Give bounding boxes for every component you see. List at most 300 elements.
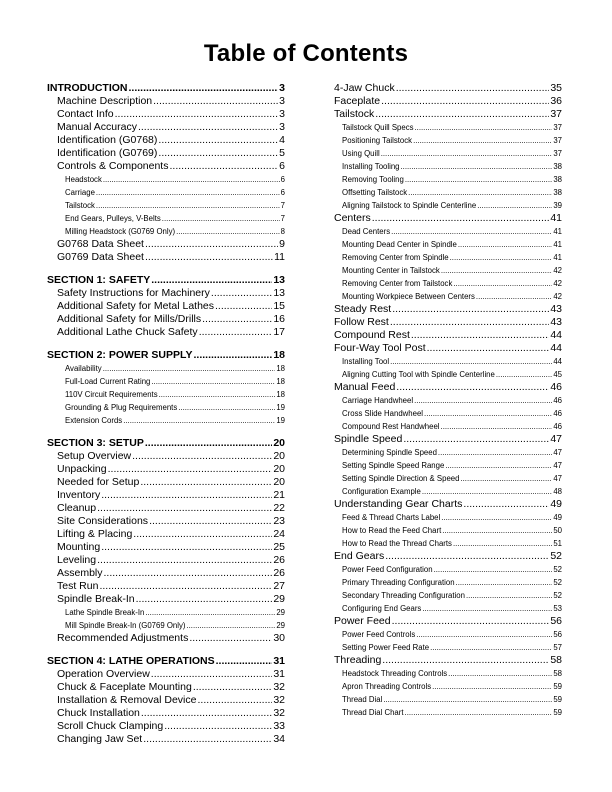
dot-leader [390,355,552,368]
toc-entry[interactable] [47,147,285,160]
dot-leader [193,681,272,694]
toc-entry-title: Controls & Components [57,160,169,172]
dot-leader [151,274,272,287]
toc-page-number: 25 [273,541,285,553]
toc-entry[interactable] [334,316,562,329]
toc-subentry[interactable] [334,693,562,706]
toc-subentry[interactable] [334,225,562,238]
toc-entry[interactable] [47,707,285,720]
dot-leader [408,186,552,199]
dot-leader [403,433,549,446]
dot-leader [476,290,552,303]
toc-subentry[interactable] [47,401,285,414]
toc-subentry[interactable] [47,362,285,375]
toc-subentry[interactable] [334,563,562,576]
toc-entry-title: Inventory [57,489,101,501]
toc-page-number: 6 [280,188,285,197]
dot-leader [143,733,272,746]
toc-entry-title: Setting Spindle Speed Range [342,461,445,470]
toc-entry-title: Threading [334,654,382,666]
toc-subentry[interactable] [334,186,562,199]
dot-leader [101,541,272,554]
toc-entry[interactable] [47,238,285,251]
toc-entry[interactable] [47,720,285,733]
toc-entry-title: Compound Rest Handwheel [342,422,440,431]
page-title: Table of Contents [203,40,409,67]
toc-entry-title: Cross Slide Handwheel [342,409,424,418]
toc-entry[interactable] [334,615,562,628]
toc-entry-title: Availability [65,364,102,373]
toc-entry-title: Installing Tooling [342,162,400,171]
toc-entry-title: Follow Rest [334,316,389,328]
toc-entry-title: Unpacking [57,463,107,475]
dot-leader [385,550,549,563]
toc-entry-title: Identification (G0769) [57,147,158,159]
toc-entry[interactable] [334,82,562,95]
toc-entry-title: SECTION 4: LATHE OPERATIONS [47,655,215,667]
toc-entry[interactable] [47,580,285,593]
toc-subentry[interactable] [334,394,562,407]
dot-leader [422,485,552,498]
toc-entry-title: Manual Feed [334,381,396,393]
toc-page-number: 46 [553,396,562,405]
dot-leader [159,388,276,401]
dot-leader [151,375,275,388]
toc-entry[interactable] [47,450,285,463]
dot-leader [178,401,275,414]
toc-subentry[interactable] [47,619,285,632]
toc-entry[interactable] [47,326,285,339]
toc-page-number: 52 [553,565,562,574]
dot-leader [438,446,552,459]
dot-leader [115,108,279,121]
dot-leader [129,82,279,95]
toc-subentry[interactable] [334,355,562,368]
toc-page-number: 49 [553,513,562,522]
toc-page-number: 30 [273,632,285,644]
toc-entry[interactable] [47,300,285,313]
toc-subentry[interactable] [334,134,562,147]
toc-entry[interactable] [47,160,285,173]
toc-entry[interactable] [47,463,285,476]
dot-leader [164,720,272,733]
toc-page-number: 24 [273,528,285,540]
dot-leader [97,502,272,515]
toc-entry[interactable] [47,554,285,567]
toc-entry[interactable] [47,476,285,489]
toc-entry[interactable] [47,733,285,746]
toc-entry-title: Mounting Center in Tailstock [342,266,440,275]
dot-leader [441,511,552,524]
toc-page-number: 20 [273,463,285,475]
dot-leader [375,108,549,121]
dot-leader [101,489,272,502]
toc-subentry[interactable] [334,680,562,693]
toc-page-number: 45 [553,370,562,379]
toc-entry-title: 4-Jaw Chuck [334,82,395,94]
dot-leader [477,199,552,212]
toc-subentry[interactable] [334,147,562,160]
toc-subentry[interactable] [334,641,562,654]
toc-entry[interactable] [334,498,562,511]
toc-entry[interactable] [47,593,285,606]
toc-subentry[interactable] [47,173,285,186]
toc-entry-title: Operation Overview [57,668,150,680]
toc-entry-title: Four-Way Tool Post [334,342,426,354]
dot-leader [151,668,273,681]
toc-page-number: 52 [553,578,562,587]
toc-subentry[interactable] [334,173,562,186]
toc-subentry[interactable] [334,368,562,381]
toc-entry-title: Dead Centers [342,227,391,236]
toc-subentry[interactable] [47,212,285,225]
dot-leader [432,680,552,693]
toc-entry[interactable] [334,550,562,563]
toc-entry-title: Changing Jaw Set [57,733,143,745]
dot-leader [96,186,280,199]
toc-page-number: 8 [280,227,285,236]
toc-entry[interactable] [47,541,285,554]
toc-entry[interactable] [334,654,562,667]
toc-entry[interactable] [47,287,285,300]
toc-page-number: 29 [273,593,285,605]
toc-entry[interactable] [334,381,562,394]
toc-page-number: 26 [273,567,285,579]
toc-entry-title: Needed for Setup [57,476,140,488]
toc-subentry[interactable] [47,225,285,238]
toc-page-number: 47 [550,433,562,445]
toc-entry-title: Apron Threading Controls [342,682,432,691]
toc-page-number: 3 [279,121,285,133]
toc-subentry[interactable] [334,459,562,472]
toc-entry-title: Grounding & Plug Requirements [65,403,178,412]
toc-entry[interactable] [47,668,285,681]
dot-leader [96,199,280,212]
dot-leader [103,173,280,186]
toc-entry-title: Additional Safety for Metal Lathes [57,300,215,312]
toc-page-number: 18 [273,349,285,361]
toc-page-number: 44 [550,342,562,354]
toc-subentry[interactable] [47,606,285,619]
toc-entry-title: Setting Spindle Direction & Speed [342,474,460,483]
toc-page-number: 58 [550,654,562,666]
dot-leader [453,537,552,550]
dot-leader [193,349,272,362]
toc-entry-title: Tailstock [65,201,95,210]
toc-page-number: 46 [553,409,562,418]
toc-entry-title: Setup Overview [57,450,132,462]
toc-page-number: 38 [553,188,562,197]
dot-leader [430,641,552,654]
toc-entry[interactable] [47,515,285,528]
toc-page-number: 42 [553,279,562,288]
toc-entry-title: Carriage Handwheel [342,396,414,405]
toc-entry-title: How to Read the Feed Chart [342,526,442,535]
toc-page-number: 46 [553,422,562,431]
dot-leader [424,407,552,420]
toc-page-number: 31 [273,655,285,667]
toc-section-heading[interactable] [47,655,285,668]
toc-entry-title: Installation & Removal Device [57,694,197,706]
toc-page-number: 17 [273,326,285,338]
toc-page-number: 50 [553,526,562,535]
dot-leader [176,225,280,238]
toc-entry-title: Removing Center from Spindle [342,253,449,262]
toc-page-number: 42 [553,292,562,301]
toc-page-number: 52 [550,550,562,562]
toc-section-heading[interactable] [47,82,285,95]
dot-leader [445,459,552,472]
dot-leader [141,707,272,720]
dot-leader [390,316,549,329]
toc-entry-title: Tailstock [334,108,375,120]
dot-leader [103,362,276,375]
dot-leader [456,576,553,589]
toc-page-number: 32 [273,707,285,719]
toc-subentry[interactable] [334,420,562,433]
toc-page-number: 44 [553,357,562,366]
dot-leader [427,342,550,355]
toc-subentry[interactable] [334,121,562,134]
toc-subentry[interactable] [334,264,562,277]
toc-section-heading[interactable] [47,274,285,287]
toc-page-number: 22 [273,502,285,514]
toc-entry-title: G0768 Data Sheet [57,238,144,250]
toc-subentry[interactable] [334,485,562,498]
toc-subentry[interactable] [334,277,562,290]
toc-page-number: 41 [553,253,562,262]
dot-leader [383,693,552,706]
toc-subentry[interactable] [47,186,285,199]
dot-leader [392,615,550,628]
toc-subentry[interactable] [334,667,562,680]
toc-subentry[interactable] [334,537,562,550]
toc-page-number: 36 [550,95,562,107]
toc-entry-title: Determining Spindle Speed [342,448,437,457]
dot-leader [396,381,549,394]
toc-entry-title: Site Considerations [57,515,149,527]
toc-entry-title: Additional Lathe Chuck Safety [57,326,198,338]
toc-subentry[interactable] [47,388,285,401]
toc-page-number: 20 [273,437,285,449]
toc-entry-title: Tailstock Quill Specs [342,123,414,132]
dot-leader [453,277,552,290]
dot-leader [162,212,280,225]
toc-subentry[interactable] [334,199,562,212]
dot-leader [108,463,273,476]
dot-leader [153,95,278,108]
dot-leader [145,238,278,251]
toc-subentry[interactable] [334,446,562,459]
toc-page-number: 3 [279,82,285,94]
toc-entry[interactable] [47,489,285,502]
toc-entry-title: Lathe Spindle Break-In [65,608,145,617]
toc-entry[interactable] [47,121,285,134]
toc-page-number: 31 [273,668,285,680]
toc-subentry[interactable] [334,472,562,485]
toc-entry-title: G0769 Data Sheet [57,251,144,263]
toc-entry-title: Thread Dial [342,695,383,704]
toc-page-number: 27 [273,580,285,592]
toc-entry[interactable] [47,108,285,121]
toc-subentry[interactable] [334,628,562,641]
toc-page-number: 20 [273,450,285,462]
toc-page-number: 3 [279,95,285,107]
section-gap [47,264,285,274]
toc-entry[interactable] [47,502,285,515]
toc-page-number: 44 [550,329,562,341]
dot-leader [158,147,278,160]
dot-leader [372,212,550,225]
toc-entry[interactable] [47,694,285,707]
toc-entry[interactable] [334,329,562,342]
toc-page-number: 43 [550,316,562,328]
dot-leader [411,329,549,342]
dot-leader [416,628,552,641]
toc-entry-title: Lifting & Placing [57,528,133,540]
dot-leader [149,515,272,528]
toc-page-number: 48 [553,487,562,496]
toc-entry-title: Configuration Example [342,487,421,496]
dot-leader [186,619,275,632]
toc-entry-title: SECTION 1: SAFETY [47,274,151,286]
toc-entry[interactable] [334,212,562,225]
dot-leader [211,287,272,300]
dot-leader [133,528,272,541]
toc-subentry[interactable] [47,414,285,427]
toc-page-number: 20 [273,476,285,488]
toc-entry[interactable] [47,134,285,147]
toc-subentry[interactable] [334,407,562,420]
toc-entry-title: Power Feed Configuration [342,565,433,574]
toc-page-number: 56 [550,615,562,627]
toc-page-number: 38 [553,175,562,184]
toc-entry-title: Cleanup [57,502,97,514]
toc-subentry[interactable] [334,602,562,615]
toc-page-number: 41 [553,240,562,249]
toc-section-heading[interactable] [47,437,285,450]
toc-page-number: 29 [276,608,285,617]
toc-subentry[interactable] [47,199,285,212]
toc-subentry[interactable] [334,290,562,303]
toc-page-number: 49 [550,498,562,510]
toc-entry-title: Chuck & Faceplate Mounting [57,681,192,693]
toc-entry[interactable] [47,632,285,645]
toc-subentry[interactable] [334,706,562,719]
dot-leader [441,264,553,277]
toc-page-number: 3 [279,108,285,120]
dot-leader [145,437,272,450]
dot-leader [136,593,273,606]
toc-entry-title: Milling Headstock (G0769 Only) [65,227,176,236]
toc-entry[interactable] [334,108,562,121]
toc-entry[interactable] [47,528,285,541]
toc-entry-title: Identification (G0768) [57,134,158,146]
toc-subentry[interactable] [334,589,562,602]
toc-page-number: 53 [553,604,562,613]
dot-leader [460,472,552,485]
toc-entry-title: Assembly [57,567,103,579]
toc-page-number: 47 [553,474,562,483]
dot-leader [450,251,553,264]
toc-page-number: 59 [553,695,562,704]
dot-leader [202,313,272,326]
toc-entry-title: 110V Circuit Requirements [65,390,158,399]
toc-entry-title: Positioning Tailstock [342,136,413,145]
dot-leader [99,580,272,593]
toc-page-number: 33 [273,720,285,732]
dot-leader [458,238,552,251]
toc-page-number: 16 [273,313,285,325]
toc-page-number: 13 [273,274,285,286]
toc-entry-title: Safety Instructions for Machinery [57,287,210,299]
dot-leader [140,476,272,489]
dot-leader [405,173,552,186]
toc-page-number: 39 [553,201,562,210]
toc-page-number: 41 [550,212,562,224]
toc-entry-title: Spindle Break-In [57,593,135,605]
toc-subentry[interactable] [334,238,562,251]
dot-leader [138,121,278,134]
toc-subentry[interactable] [334,511,562,524]
toc-entry-title: SECTION 2: POWER SUPPLY [47,349,193,361]
toc-page-number: 58 [553,669,562,678]
toc-page-number: 32 [273,694,285,706]
toc-subentry[interactable] [334,160,562,173]
toc-page-number: 7 [280,214,285,223]
toc-page-number: 18 [276,390,285,399]
toc-page-number: 57 [553,643,562,652]
dot-leader [381,95,549,108]
toc-page-number: 23 [273,515,285,527]
toc-entry[interactable] [47,681,285,694]
dot-leader [216,655,273,668]
toc-page-number: 6 [279,160,285,172]
toc-entry[interactable] [47,95,285,108]
toc-page-number: 11 [274,251,285,263]
toc-page-number: 59 [553,708,562,717]
toc-entry-title: Additional Safety for Mills/Drills [57,313,202,325]
toc-subentry[interactable] [334,576,562,589]
toc-entry-title: Compound Rest [334,329,410,341]
dot-leader [104,567,273,580]
dot-leader [434,563,553,576]
dot-leader [97,554,272,567]
toc-section-heading[interactable] [47,349,285,362]
toc-entry[interactable] [47,251,285,264]
dot-leader [158,134,278,147]
toc-entry-title: Aligning Cutting Tool with Spindle Centerline [342,370,495,379]
toc-entry[interactable] [334,342,562,355]
toc-page-number: 26 [273,554,285,566]
toc-subentry[interactable] [334,524,562,537]
toc-entry-title: Mill Spindle Break-In (G0769 Only) [65,621,186,630]
toc-page-number: 5 [279,147,285,159]
toc-entry[interactable] [47,313,285,326]
toc-subentry[interactable] [334,251,562,264]
toc-entry[interactable] [47,567,285,580]
dot-leader [382,654,549,667]
toc-subentry[interactable] [47,375,285,388]
toc-entry-title: Removing Center from Tailstock [342,279,453,288]
toc-entry-title: Carriage [65,188,95,197]
toc-page-number: 15 [273,300,285,312]
toc-entry[interactable] [334,95,562,108]
toc-entry[interactable] [334,433,562,446]
toc-entry[interactable] [334,303,562,316]
toc-page-number: 43 [550,303,562,315]
toc-entry-title: Mounting Dead Center in Spindle [342,240,457,249]
